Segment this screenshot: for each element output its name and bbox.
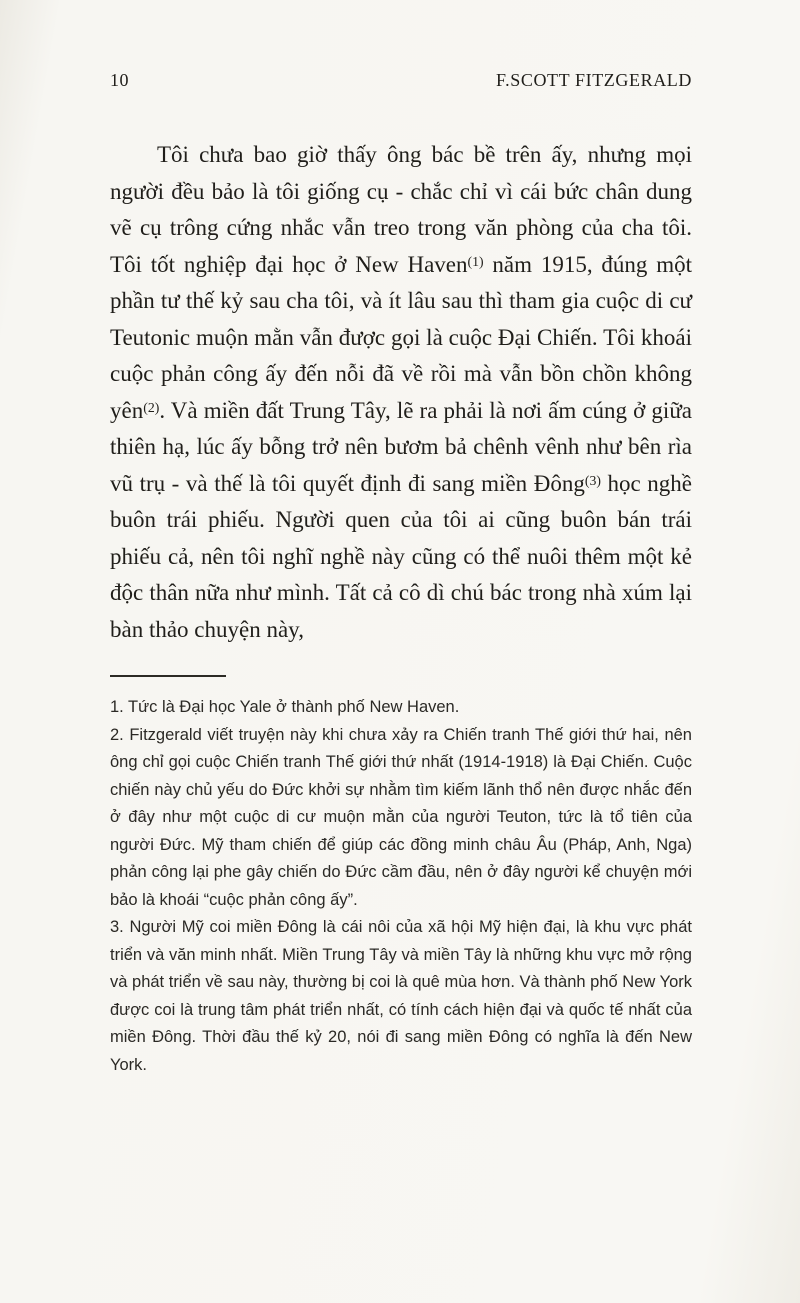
- footnote-item-3: 3. Người Mỹ coi miền Đông là cái nôi của xã hội Mỹ hiện đại, là khu vực phát triển và văn minh nhất. Miền Trung Tây và miền Tây là những khu vực mở rộng và phát triển về sau này, thường bị coi là quê mùa hơn. Và thành phố New York được coi là trung tâm phát triển nhất, có tính cách hiện đại và quốc tế nhất của miền Đông. Thời đầu thế kỷ 20, nói đi sang miền Đông có nghĩa là đến New York.: [110, 918, 692, 1074]
- page-number: 10: [110, 70, 129, 90]
- footnote-ref-2: (2): [143, 399, 160, 415]
- text-block: [110, 137, 692, 1079]
- page-header: [110, 70, 692, 91]
- footnote-ref-3: (3): [584, 472, 601, 488]
- body-text-segment: học nghề buôn trái phiếu. Người quen của tôi ai cũng buôn bán trái phiếu cả, nên tôi nghĩ nghề này cũng có thể nuôi thêm một kẻ độc thân nữa như mình. Tất cả cô dì chú bác trong nhà xúm lại bàn thảo chuyện này,: [110, 470, 693, 642]
- body-text-segment: . Và miền đất Trung Tây, lẽ ra phải là nơi ấm cúng ở giữa thiên hạ, lúc ấy bỗng trở nên bươm bả chênh vênh như bên rìa vũ trụ - và thế là tôi quyết định đi sang miền Đông: [110, 397, 692, 496]
- running-header: F.SCOTT FITZGERALD: [495, 70, 692, 90]
- body-paragraph: [110, 137, 692, 648]
- footnotes-section: [110, 694, 692, 1079]
- footnote-divider: [110, 675, 226, 677]
- footnote-ref-1: (1): [467, 253, 484, 269]
- body-text-segment: Tôi chưa bao giờ thấy ông bác bề trên ấy, nhưng mọi người đều bảo là tôi giống cụ - chắc chỉ vì cái bức chân dung vẽ cụ trông cứng nhắc vẫn treo trong văn phòng của cha tôi. Tôi tốt nghiệp đại học ở New Haven: [110, 142, 692, 277]
- footnote-item-2: 2. Fitzgerald viết truyện này khi chưa xảy ra Chiến tranh Thế giới thứ hai, nên ông chỉ gọi cuộc Chiến tranh Thế giới thứ nhất (1914-1918) là Đại Chiến. Cuộc chiến này chủ yếu do Đức khởi sự nhằm tìm kiếm lãnh thổ nên được nhắc đến ở đây như một cuộc di cư muộn mằn của người Teuton, tức là tổ tiên của người Đức. Mỹ tham chiến để giúp các đồng minh châu Âu (Pháp, Anh, Nga) phản công lại phe gây chiến do Đức cầm đầu, nên ở đây người kể chuyện mới bảo là khoái “cuộc phản công ấy”.: [110, 725, 692, 909]
- footnote-item-1: 1. Tức là Đại học Yale ở thành phố New Haven.: [110, 698, 460, 716]
- body-text-segment: năm 1915, đúng một phần tư thế kỷ sau cha tôi, và ít lâu sau thì tham gia cuộc di cư Teutonic muộn mằn vẫn được gọi là cuộc Đại Chiến. Tôi khoái cuộc phản công ấy đến nỗi đã về rồi mà vẫn bồn chồn không yên: [110, 251, 692, 423]
